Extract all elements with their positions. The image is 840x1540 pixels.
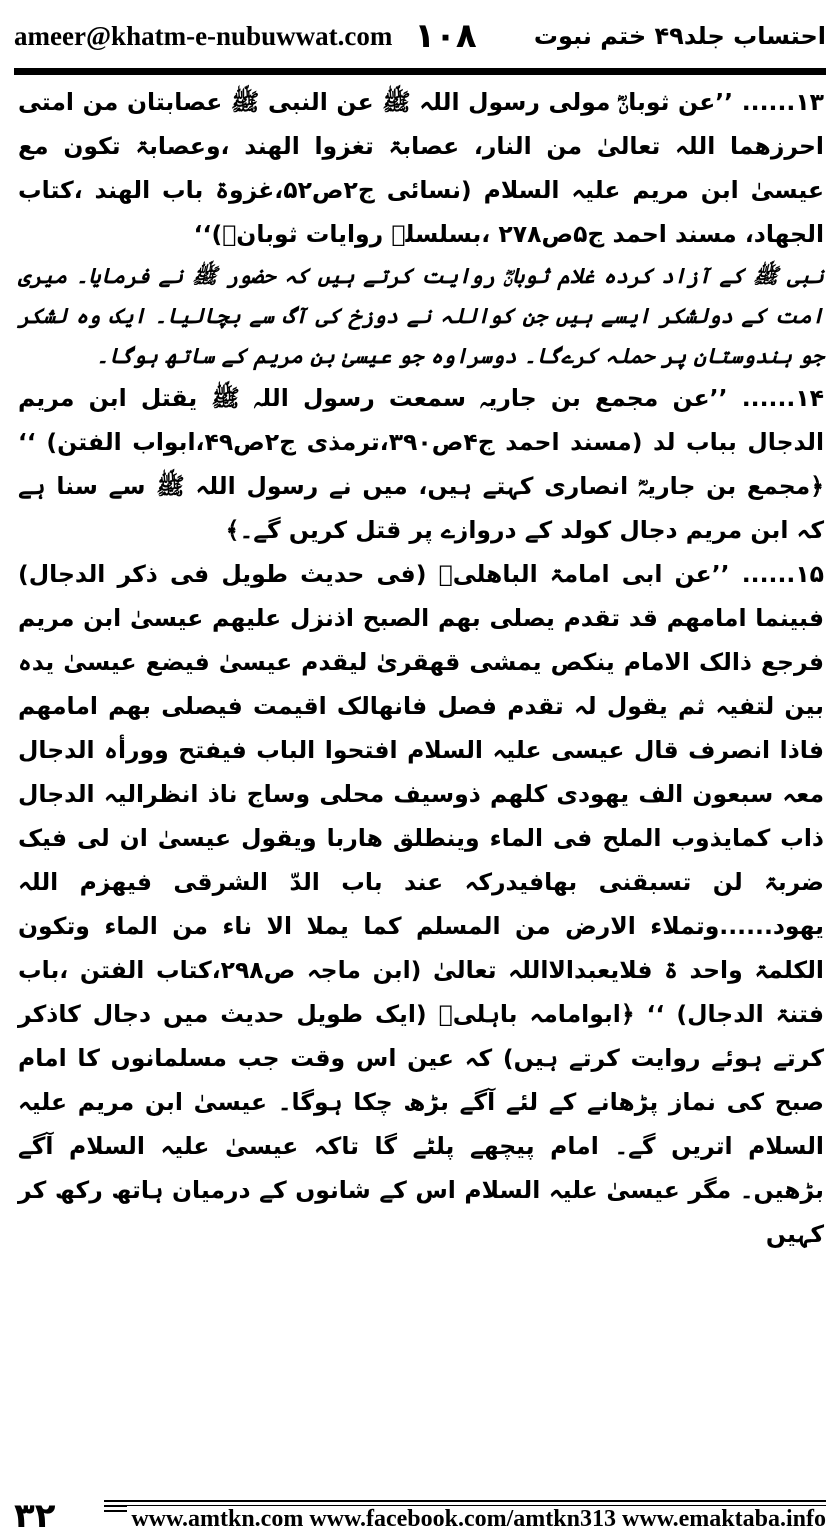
header-title: احتساب جلد۴۹ ختم نبوت <box>533 22 826 50</box>
page-content <box>18 80 824 1256</box>
footer-page-number: ۳۲ <box>14 1496 56 1536</box>
hadith-15: ۱۵...... ’’عن ابی امامۃ الباھلیؓ (فی حدیث طویل فی ذکر الدجال) فبینما امامھم قد تقدم یصلی بھم الصبح اذنزل علیھم عیسیٰ ابن مریم فرجع ذالک الامام ینکص یمشی قھقریٰ لیقدم عیسیٰ فیضع عیسیٰ یدہ بین لتفیہ ثم یقول لہ تقدم فصل فانھالک اقیمت فیصلی بھم امامھم فاذا انصرف قال عیسی علیہ السلام افتحوا الباب فیفتح وورأہ الدجال معہ سبعون الف یھودی کلھم ذوسیف محلی وساج ناذ انظرالیہ الدجال ذاب کمایذوب الملح فی الماء وینطلق ھاربا ویقول عیسیٰ ان لی فیک ضربۃ لن تسبقنی بھافیدرکہ عند باب الدّ الشرقی فیھزم اللہ یھود......وتملاء الارض من المسلم کما یملا الا ناء من الماء وتکون الکلمۃ واحد ۃ فلایعبدالااللہ تعالیٰ (ابن ماجہ ص۲۹۸،کتاب الفتن ،باب فتنۃ الدجال) ‘‘ ﴿ابوامامہ باہلیؓ (ایک طویل حدیث میں دجال کاذکر کرتے ہوئے روایت کرتے ہیں) کہ عین اس وقت جب مسلمانوں کا امام صبح کی نماز پڑھانے کے لئے آگے بڑھ چکا ہوگا۔ عیسیٰ ابن مریم علیہ السلام اتریں گے۔ امام پیچھے پلٹے گا تاکہ عیسیٰ علیہ السلام آگے بڑھیں۔ مگر عیسیٰ علیہ السلام اس کے شانوں کے درمیان ہاتھ رکھ کر کہیں <box>18 560 824 1248</box>
footer-links: www.amtkn.com www.facebook.com/amtkn313 www.emaktaba.info <box>127 1506 826 1532</box>
header-rule <box>14 68 826 75</box>
hadith-14: ۱۴...... ’’عن مجمع بن جاریہ سمعت رسول اللہ ﷺ یقتل ابن مریم الدجال بباب لد (مسند احمد ج۴ص۳۹۰،ترمذی ج۲ص۴۹،ابواب الفتن) ‘‘ ﴿مجمع بن جاریہؓ انصاری کہتے ہیں، میں نے رسول اللہ ﷺ سے سنا ہے کہ ابن مریم دجال کولد کے دروازے پر قتل کریں گے۔﴾ <box>18 384 825 544</box>
footer-rules <box>104 1494 826 1538</box>
page-footer <box>14 1494 826 1538</box>
header-email: ameer@khatm-e-nubuwwat.com <box>14 20 393 51</box>
header-left <box>14 16 477 56</box>
header-page-number: ۱۰۸ <box>414 16 477 56</box>
page-header <box>14 6 826 66</box>
hadith-13-arabic: ۱۳...... ’’عن ثوبانؓ مولی رسول اللہ ﷺ عن النبی ﷺ عصابتان من امتی احرزھما اللہ تعالیٰ من النار، عصابۃ تغزوا الھند ،وعصابۃ تکون مع عیسیٰ ابن مریم علیہ السلام (نسائی ج۲ص۵۲،غزوۃ باب الھند ،کتاب الجھاد، مسند احمد ج۵ص۲۷۸ ،بسلسلہ روایات ثوبانؓ)‘‘ <box>18 88 824 248</box>
hadith-13-urdu: نبی ﷺ کے آزاد کردہ غلام ثوبانؓ روایت کرتے ہیں کہ حضور ﷺ نے فرمایا۔ میری امت کے دولشکر ایسے ہیں جن کواللہ نے دوزخ کی آگ سے بچالیا۔ ایک وہ لشکر جو ہندوستان پر حملہ کرےگا۔ دوسراوہ جو عیسیٰ بن مریم کے ساتھ ہوگا۔ <box>18 264 824 368</box>
footer-rule-1 <box>104 1500 826 1502</box>
footer-links-wrap <box>104 1506 826 1533</box>
